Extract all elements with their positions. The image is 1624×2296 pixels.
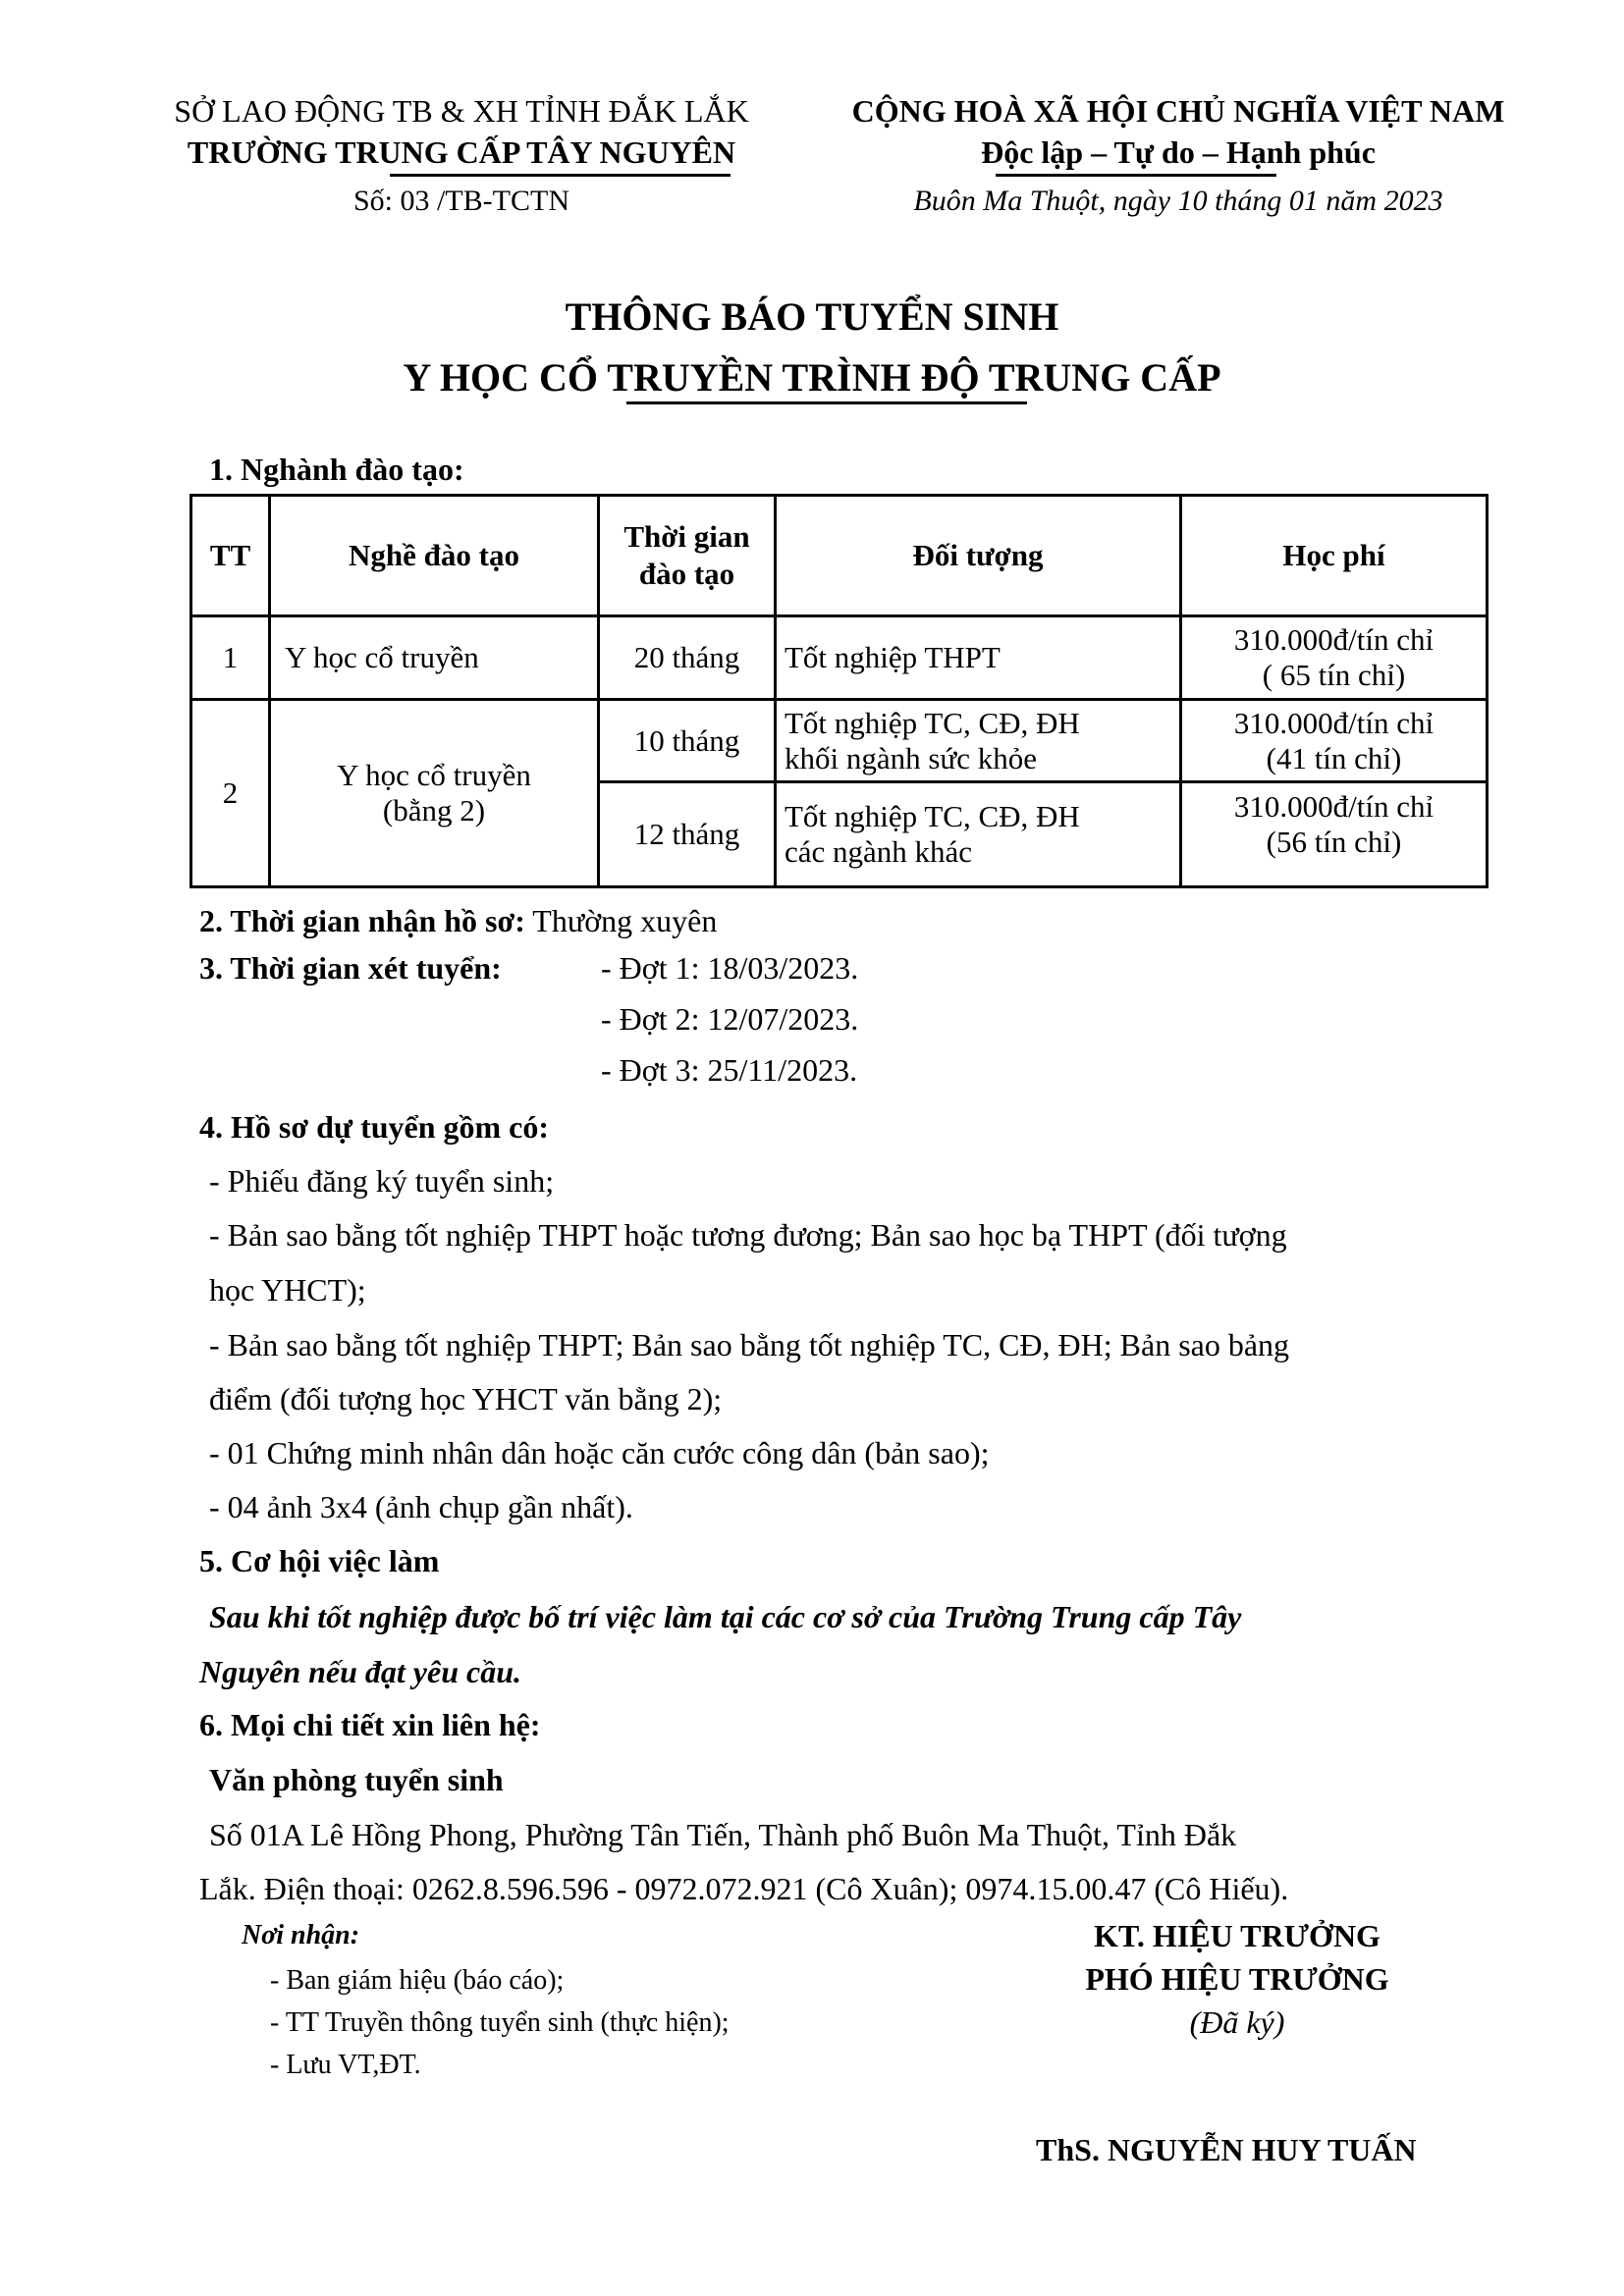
signature-block bbox=[1021, 1914, 1453, 2044]
employment-text-line-2: Nguyên nếu đạt yêu cầu. bbox=[199, 1654, 521, 1689]
title-line-1: THÔNG BÁO TUYỂN SINH bbox=[565, 294, 1059, 339]
row-1-duration: 20 tháng bbox=[599, 616, 776, 700]
row-2-tt: 2 bbox=[191, 700, 270, 887]
school-name-underline bbox=[390, 174, 731, 177]
header-target: Đối tượng bbox=[776, 496, 1181, 616]
recipients-heading: Nơi nhận: bbox=[242, 1920, 360, 1950]
row-1-program: Y học cổ truyền bbox=[270, 616, 599, 700]
row-2b-target-line-2: các ngành khác bbox=[785, 834, 973, 869]
signer-name: ThS. NGUYỄN HUY TUẤN bbox=[1036, 2132, 1417, 2167]
school-name bbox=[147, 132, 776, 173]
agency-name: SỞ LAO ĐỘNG TB & XH TỈNH ĐẮK LẮK bbox=[174, 93, 749, 129]
row-2a-target bbox=[776, 700, 1181, 782]
section-2 bbox=[199, 901, 717, 940]
row-2b-duration: 12 tháng bbox=[599, 782, 776, 887]
address-line-1: Số 01A Lê Hồng Phong, Phường Tân Tiến, Thành phố Buôn Ma Thuột, Tỉnh Đắk bbox=[209, 1817, 1237, 1852]
document-title bbox=[0, 287, 1624, 408]
round-2: - Đợt 2: 12/07/2023. bbox=[601, 1001, 859, 1037]
row-1-target: Tốt nghiệp THPT bbox=[776, 616, 1181, 700]
section-1-heading: 1. Nghành đào tạo: bbox=[209, 452, 464, 487]
row-2a-target-line-2: khối ngành sức khỏe bbox=[785, 740, 1038, 775]
national-motto-text: Độc lập – Tự do – Hạnh phúc bbox=[981, 134, 1376, 170]
training-programs-table bbox=[189, 494, 1486, 888]
table-row bbox=[191, 616, 1488, 700]
row-2a-tuition-credits: (41 tín chỉ) bbox=[1266, 740, 1402, 775]
table-row bbox=[191, 700, 1488, 782]
recipient-item: - Ban giám hiệu (báo cáo); bbox=[270, 1965, 565, 1996]
document-item: học YHCT); bbox=[209, 1272, 366, 1308]
national-motto bbox=[815, 132, 1542, 173]
row-2b-tuition-rate: 310.000đ/tín chỉ bbox=[1233, 789, 1435, 824]
row-1-tuition bbox=[1181, 616, 1488, 700]
signer-title-2: PHÓ HIỆU TRƯỞNG bbox=[1085, 1961, 1389, 1997]
row-2a-tuition-rate: 310.000đ/tín chỉ bbox=[1233, 705, 1435, 740]
round-3: - Đợt 3: 25/11/2023. bbox=[601, 1052, 858, 1088]
round-1: - Đợt 1: 18/03/2023. bbox=[601, 950, 859, 986]
row-2a-tuition bbox=[1181, 700, 1488, 782]
signer-title-1: KT. HIỆU TRƯỞNG bbox=[1094, 1918, 1380, 1953]
document-item: - Phiếu đăng ký tuyển sinh; bbox=[209, 1163, 555, 1199]
header-duration: Thời gian đào tạo bbox=[599, 496, 776, 616]
section-5-heading: 5. Cơ hội việc làm bbox=[199, 1543, 440, 1578]
row-2a-duration: 10 tháng bbox=[599, 700, 776, 782]
document-item: - 04 ảnh 3x4 (ảnh chụp gần nhất). bbox=[209, 1489, 633, 1524]
school-name-text: TRƯỜNG TRUNG CẤP TÂY NGUYÊN bbox=[187, 134, 736, 170]
row-2-program-line-1: Y học cổ truyền bbox=[337, 758, 531, 792]
document-number: Số: 03 /TB-TCTN bbox=[352, 185, 569, 217]
admissions-office: Văn phòng tuyển sinh bbox=[209, 1762, 504, 1797]
header-tt: TT bbox=[191, 496, 270, 616]
table-header-row bbox=[191, 496, 1488, 616]
row-2b-target bbox=[776, 782, 1181, 887]
document-item: điểm (đối tượng học YHCT văn bằng 2); bbox=[209, 1381, 723, 1416]
header-program: Nghề đào tạo bbox=[270, 496, 599, 616]
header-tuition: Học phí bbox=[1181, 496, 1488, 616]
row-2a-target-line-1: Tốt nghiệp TC, CĐ, ĐH bbox=[785, 705, 1080, 740]
section-2-value: Thường xuyên bbox=[524, 903, 718, 938]
country-name: CỘNG HOÀ XÃ HỘI CHỦ NGHĨA VIỆT NAM bbox=[851, 93, 1505, 129]
issuing-agency-block bbox=[147, 90, 776, 222]
employment-text-line-1: Sau khi tốt nghiệp được bố trí việc làm tại các cơ sở của Trường Trung cấp Tây bbox=[209, 1599, 1242, 1634]
row-1-tuition-rate: 310.000đ/tín chỉ bbox=[1233, 622, 1435, 657]
national-header-block bbox=[815, 90, 1542, 222]
row-1-tuition-credits: ( 65 tín chỉ) bbox=[1262, 658, 1406, 692]
document-item: - 01 Chứng minh nhân dân hoặc căn cước công dân (bản sao); bbox=[209, 1435, 990, 1470]
section-6-heading: 6. Mọi chi tiết xin liên hệ: bbox=[199, 1707, 541, 1742]
section-3-heading: 3. Thời gian xét tuyển: bbox=[199, 950, 502, 986]
motto-underline bbox=[996, 174, 1276, 177]
row-2b-tuition-credits: (56 tín chỉ) bbox=[1266, 825, 1402, 859]
section-4-heading: 4. Hồ sơ dự tuyển gồm có: bbox=[199, 1109, 550, 1145]
recipient-item: - TT Truyền thông tuyển sinh (thực hiện); bbox=[270, 2007, 730, 2038]
section-2-heading: 2. Thời gian nhận hồ sơ: bbox=[199, 903, 525, 938]
signed-note: (Đã ký) bbox=[1189, 2004, 1285, 2040]
title-line-2: Y HỌC CỔ TRUYỀN TRÌNH ĐỘ TRUNG CẤP bbox=[403, 355, 1221, 400]
document-item: - Bản sao bằng tốt nghiệp THPT hoặc tương đương; Bản sao học bạ THPT (đối tượng bbox=[209, 1217, 1287, 1253]
row-2-program-line-2: (bằng 2) bbox=[382, 793, 486, 828]
place-and-date: Buôn Ma Thuột, ngày 10 tháng 01 năm 2023 bbox=[913, 185, 1443, 217]
recipient-item: - Lưu VT,ĐT. bbox=[270, 2050, 421, 2080]
row-2b-target-line-1: Tốt nghiệp TC, CĐ, ĐH bbox=[785, 799, 1080, 833]
document-item: - Bản sao bằng tốt nghiệp THPT; Bản sao bằng tốt nghiệp TC, CĐ, ĐH; Bản sao bảng bbox=[209, 1327, 1290, 1362]
title-underline bbox=[626, 401, 1027, 404]
row-2b-tuition bbox=[1181, 782, 1488, 887]
row-2-program bbox=[270, 700, 599, 887]
address-line-2: Lắk. Điện thoại: 0262.8.596.596 - 0972.072.921 (Cô Xuân); 0974.15.00.47 (Cô Hiếu). bbox=[199, 1871, 1289, 1906]
row-1-tt: 1 bbox=[191, 616, 270, 700]
